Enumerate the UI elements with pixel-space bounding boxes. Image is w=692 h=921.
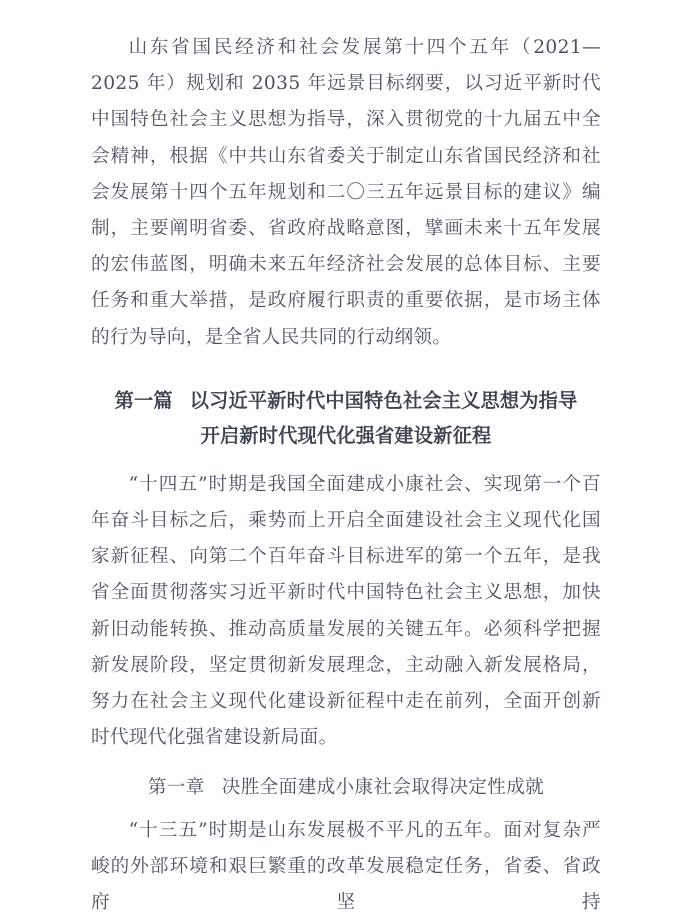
heading-part-line-2 xyxy=(91,418,601,453)
paragraph-preamble: 山东省国民经济和社会发展第十四个五年（2021—2025 年）规划和 2035 年远景目标纲要，以习近平新时代中国特色社会主义思想为指导，深入贯彻党的十九届五中全会精神，根据《中共山东省委关于制定山东省国民经济和社会发展第十四个五年规划和二〇三五年远景目标的建议》编制，主要阐明省委、省政府战略意图，擘画未来十五年发展的宏伟蓝图，明确未来五年经济社会发展的总体目标、主要任务和重大举措，是政府履行职责的重要依据，是市场主体的行为导向，是全省人民共同的行动纲领。 xyxy=(91,37,601,348)
paragraph-thirteenth-five-year: “十三五”时期是山东发展极不平凡的五年。面对复杂严峻的外部环境和艰巨繁重的改革发展稳定任务，省委、省政府坚持 xyxy=(91,819,601,914)
heading-chapter xyxy=(91,770,601,806)
spacer-before-chapter-heading xyxy=(91,756,601,770)
heading-part xyxy=(91,383,601,453)
heading-part-number: 第一篇 xyxy=(114,388,173,412)
spacer-before-part-heading xyxy=(91,356,601,383)
heading-part-title-line-1: 以习近平新时代中国特色社会主义思想为指导 xyxy=(189,388,578,412)
paragraph-fourteenth-five-year: “十四五”时期是我国全面建成小康社会、实现第一个百年奋斗目标之后，乘势而上开启全面建设社会主义现代化国家新征程、向第二个百年奋斗目标进军的第一个五年，是我省全面贯彻落实习近平新时代中国特色社会主义思想，加快新旧动能转换、推动高质量发展的关键五年。必须科学把握新发展阶段，坚定贯彻新发展理念，主动融入新发展格局，努力在社会主义现代化建设新征程中走在前列，全面开创新时代现代化强省建设新局面。 xyxy=(91,473,601,749)
heading-part-line-1 xyxy=(91,383,601,418)
spacer-after-part-heading xyxy=(91,453,601,467)
heading-chapter-title: 决胜全面建成小康社会取得决定性成就 xyxy=(221,777,545,799)
heading-chapter-number: 第一章 xyxy=(147,777,205,799)
text-column xyxy=(91,30,601,921)
heading-part-title-line-2: 开启新时代现代化强省建设新征程 xyxy=(200,423,492,447)
